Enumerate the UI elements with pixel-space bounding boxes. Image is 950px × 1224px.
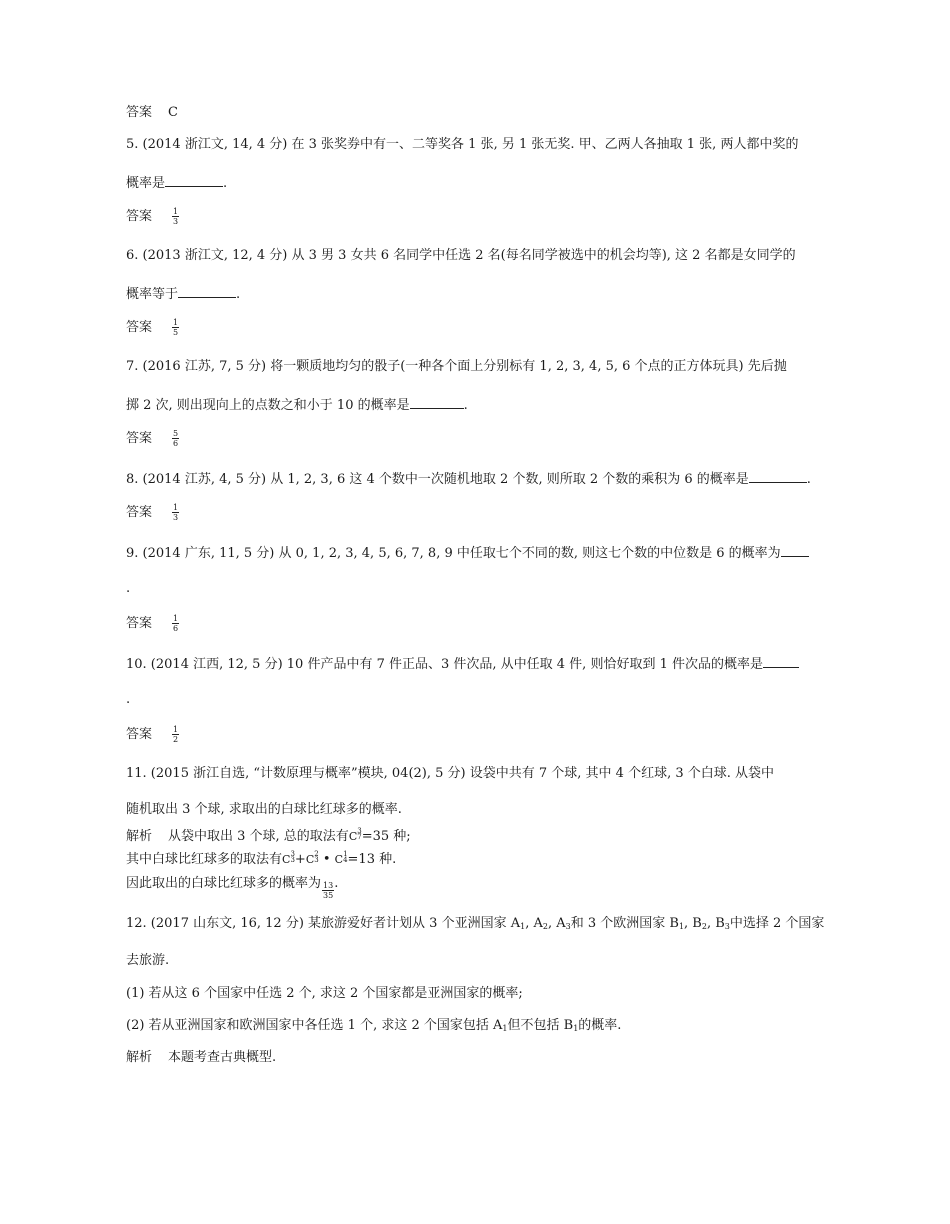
- answer-blank: [781, 543, 809, 557]
- q10-answer: [126, 725, 179, 744]
- q10-line1-text: 10. (2014 江西, 12, 5 分) 10 件产品中有 7 件正品、3 件次品, 从中任取 4 件, 则恰好取到 1 件次品的概率是: [126, 657, 763, 672]
- q5-text-line1: 5. (2014 浙江文, 14, 4 分) 在 3 张奖券中有一、二等奖各 1 张, 另 1 张无奖. 甲、乙两人各抽取 1 张, 两人都中奖的: [126, 137, 799, 152]
- fraction-numerator: 13: [323, 881, 334, 890]
- q9-text-line2: .: [126, 581, 131, 596]
- q11-sol1-text: 从袋中取出 3 个球, 总的取法有: [168, 829, 349, 844]
- q6-text-line2: 概率等于 .: [126, 284, 240, 304]
- q12-part2: (2) 若从亚洲国家和欧洲国家中各任选 1 个, 求这 2 个国家包括 $A_1$但不包括 $B_1$的概率.: [126, 1018, 622, 1033]
- q4-answer-value: C: [168, 105, 178, 120]
- q10-answer-fraction: [172, 725, 179, 744]
- q6-line2-text: 概率等于: [126, 287, 179, 302]
- combination-c-3-3: C 3 3: [282, 850, 295, 866]
- q12-line1-text-a: 12. (2017 山东文, 16, 12 分) 某旅游爱好者计划从 3 个亚洲国家 A: [126, 916, 521, 931]
- q8-answer-fraction: [172, 503, 179, 522]
- q11-sol1-result: =35 种;: [361, 829, 411, 844]
- q12-part2-text-c: 的概率.: [578, 1018, 622, 1033]
- q11-solution-line2: 其中白球比红球多的取法有 C 3 3 + C 2 3 • C 1 4 =13 种.: [126, 850, 397, 867]
- q11-sol2-text: 其中白球比红球多的取法有: [126, 852, 283, 867]
- q12-part2-text-a: (2) 若从亚洲国家和欧洲国家中各任选 1 个, 求这 2 个国家包括 A: [126, 1018, 503, 1033]
- q11-solution-line3: 因此取出的白球比红球多的概率为 $\frac{13}{35}$ .: [126, 876, 339, 900]
- combination-c-3-2: C 2 3: [305, 850, 319, 866]
- q12-line1-text-b: 和 3 个欧洲国家 B: [570, 916, 679, 931]
- fraction-numerator: 1: [173, 725, 179, 734]
- fraction-denominator: 6: [173, 624, 179, 633]
- q7-answer-fraction: [172, 429, 179, 448]
- fraction-denominator: 3: [173, 217, 179, 226]
- q6-text-line1: 6. (2013 浙江文, 12, 4 分) 从 3 男 3 女共 6 名同学中任选 2 名(每名同学被选中的机会均等), 这 2 名都是女同学的: [126, 248, 796, 263]
- combination-c-4-1: C 1 4: [334, 850, 348, 866]
- q5-text-line2: 概率是 .: [126, 173, 227, 193]
- q12-text-line1: 12. (2017 山东文, 16, 12 分) 某旅游爱好者计划从 3 个亚洲国家 $A_1$, $A_2$, $A_3$和 3 个欧洲国家 $B_1$, $B_2$, $B_3$中选择 2 个国家: [126, 916, 825, 931]
- q6-answer-fraction: [172, 318, 179, 337]
- q12-part1: (1) 若从这 6 个国家中任选 2 个, 求这 2 个国家都是亚洲国家的概率;: [126, 986, 523, 1001]
- fraction-denominator: 3: [173, 513, 179, 522]
- q7-answer: [126, 429, 179, 448]
- answer-blank: [178, 284, 236, 298]
- q8-answer: [126, 503, 179, 522]
- answer-blank: [410, 395, 464, 409]
- q11-text-line2: 随机取出 3 个球, 求取出的白球比红球多的概率.: [126, 802, 402, 817]
- answer-label: 答案: [126, 616, 153, 631]
- q7-line2-text: 掷 2 次, 则出现向上的点数之和小于 10 的概率是: [126, 398, 410, 413]
- q4-answer: [126, 104, 178, 122]
- fraction-numerator: 1: [173, 207, 179, 216]
- q5-answer-fraction: [172, 207, 179, 226]
- q8-line1-text: 8. (2014 江苏, 4, 5 分) 从 1, 2, 3, 6 这 4 个数中一次随机地取 2 个数, 则所取 2 个数的乘积为 6 的概率是: [126, 472, 749, 487]
- fraction-numerator: 1: [173, 503, 179, 512]
- q5-line2-text: 概率是: [126, 176, 166, 191]
- q10-text-line2: .: [126, 692, 131, 707]
- q11-sol3-text: 因此取出的白球比红球多的概率为: [126, 876, 322, 891]
- fraction-numerator: 1: [173, 318, 179, 327]
- answer-label: 答案: [126, 727, 153, 742]
- combination-c-7-3: C 3 7: [348, 827, 362, 843]
- q10-text-line1: [126, 654, 799, 674]
- analysis-label: 解析: [126, 829, 153, 844]
- fraction-denominator: 6: [173, 439, 179, 448]
- fraction-denominator: 2: [173, 735, 179, 744]
- q9-answer-fraction: [172, 614, 179, 633]
- fraction-numerator: 1: [173, 614, 179, 623]
- answer-label: 答案: [126, 431, 153, 446]
- q11-text-line1: 11. (2015 浙江自选, “计数原理与概率”模块, 04(2), 5 分) 设袋中共有 7 个球, 其中 4 个红球, 3 个白球. 从袋中: [126, 766, 775, 781]
- q7-text-line1: 7. (2016 江苏, 7, 5 分) 将一颗质地均匀的骰子(一种各个面上分别标有 1, 2, 3, 4, 5, 6 个点的正方体玩具) 先后抛: [126, 359, 787, 374]
- q6-answer: [126, 318, 179, 337]
- q9-answer: [126, 614, 179, 633]
- q9-line1-text: 9. (2014 广东, 11, 5 分) 从 0, 1, 2, 3, 4, 5, 6, 7, 8, 9 中任取七个不同的数, 则这七个数的中位数是 6 的概率为: [126, 546, 781, 561]
- answer-label: 答案: [126, 320, 153, 335]
- answer-label: 答案: [126, 209, 153, 224]
- q5-answer: [126, 207, 179, 226]
- q8-text-line1: 8. (2014 江苏, 4, 5 分) 从 1, 2, 3, 6 这 4 个数中一次随机地取 2 个数, 则所取 2 个数的乘积为 6 的概率是 .: [126, 469, 811, 489]
- answer-blank: [763, 654, 799, 668]
- q12-solution-text: 本题考查古典概型.: [168, 1050, 277, 1065]
- answer-label: 答案: [126, 505, 153, 520]
- q12-part2-text-b: 但不包括 B: [507, 1018, 574, 1033]
- analysis-label: 解析: [126, 1050, 153, 1065]
- q11-probability-fraction: [322, 881, 334, 900]
- fraction-denominator: 35: [323, 891, 334, 900]
- q9-text-line1: [126, 543, 809, 563]
- q12-solution: [126, 1049, 276, 1067]
- q11-solution-line1: [126, 828, 411, 846]
- answer-blank: [749, 469, 807, 483]
- fraction-numerator: 5: [173, 429, 179, 438]
- q7-text-line2: 掷 2 次, 则出现向上的点数之和小于 10 的概率是 .: [126, 395, 468, 415]
- answer-label: 答案: [126, 105, 153, 120]
- q12-line1-text-c: 中选择 2 个国家: [729, 916, 825, 931]
- q12-text-line2: 去旅游.: [126, 953, 170, 968]
- answer-blank: [165, 173, 223, 187]
- q11-sol2-result: =13 种.: [347, 852, 397, 867]
- fraction-denominator: 5: [173, 328, 179, 337]
